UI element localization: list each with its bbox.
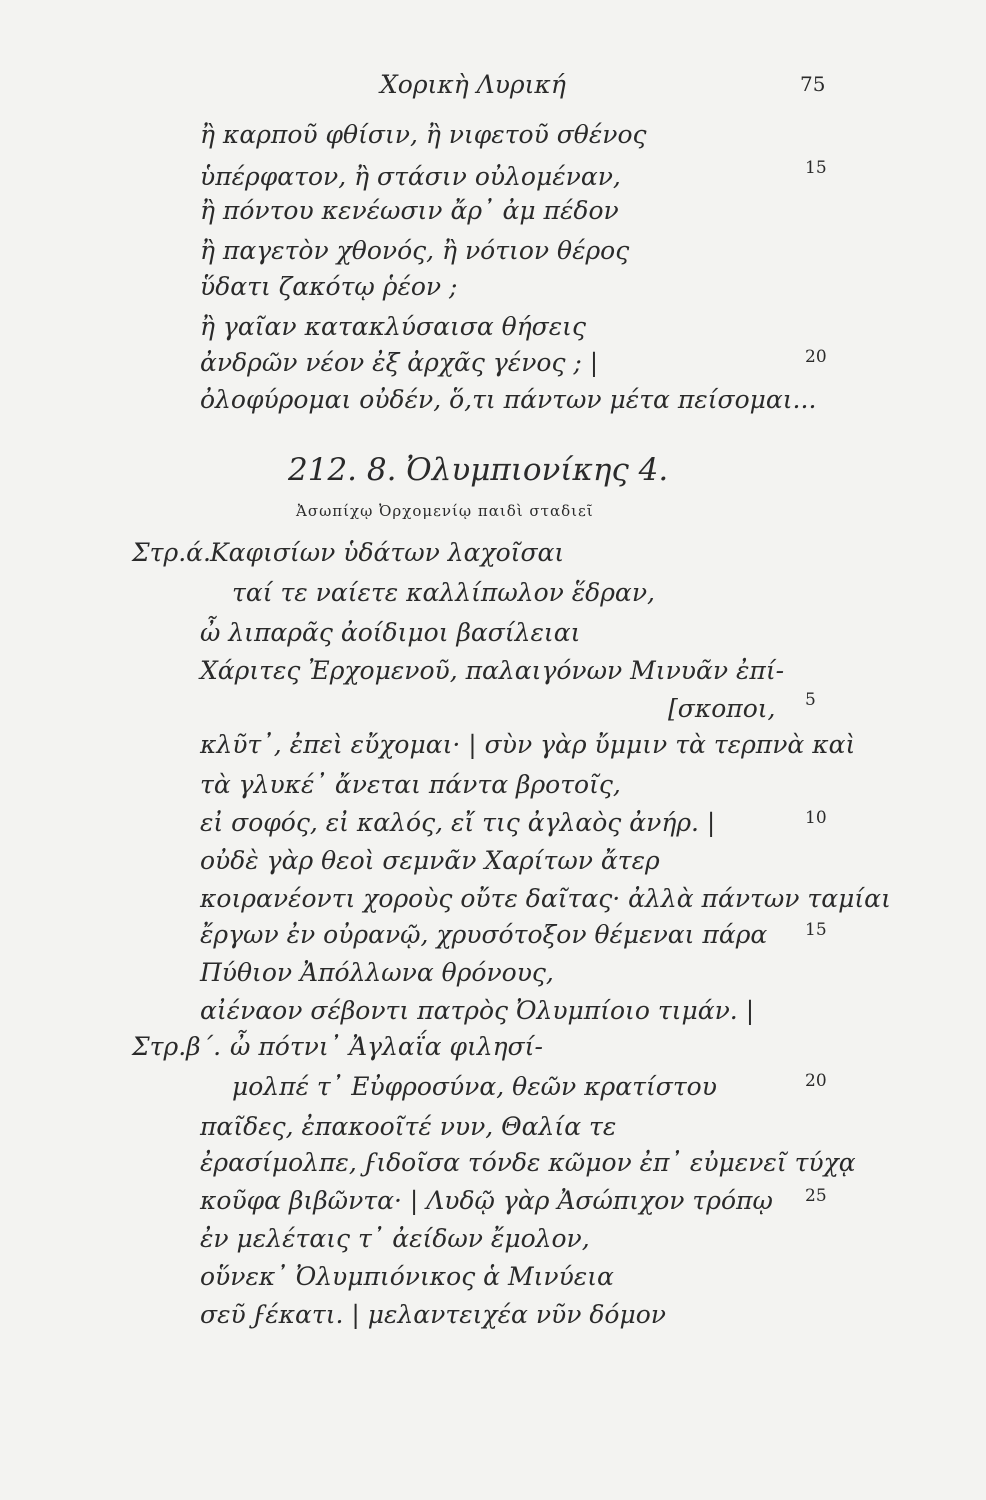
verse-line: ἔργων ἐν οὐρανῷ, χρυσότοξον θέμεναι πάρα: [200, 920, 768, 949]
line-number: 20: [805, 1071, 827, 1091]
verse-line: ὕδατι ζακότῳ ῥέον ;: [200, 272, 458, 301]
verse-line: Πύθιον Ἀπόλλωνα θρόνους,: [200, 958, 554, 987]
line-number: 15: [805, 158, 827, 178]
running-header: Χορικὴ Λυρική: [380, 70, 566, 99]
verse-line: κοιρανέοντι χοροὺς οὔτε δαῖτας· ἀλλὰ πάντων ταμίαι: [200, 884, 891, 913]
verse-line: ἐν μελέταις τ᾿ ἀείδων ἔμολον,: [200, 1224, 590, 1253]
verse-line: ἀνδρῶν νέον ἐξ ἀρχᾶς γένος ; |: [200, 348, 599, 377]
verse-line: ἢ γαῖαν κατακλύσαισα θήσεις: [200, 312, 586, 341]
verse-line: ἢ καρποῦ φθίσιν, ἢ νιφετοῦ σθένος: [200, 120, 647, 149]
verse-line: παῖδες, ἐπακοοῖτέ νυν, Θαλία τε: [200, 1112, 617, 1141]
strophe-label: Στρ.β΄.: [132, 1032, 222, 1061]
verse-line: τὰ γλυκέ᾿ ἄνεται πάντα βροτοῖς,: [200, 770, 621, 799]
line-number: 25: [805, 1186, 827, 1206]
verse-line: κοῦφα βιβῶντα· | Λυδῷ γὰρ Ἀσώπιχον τρόπῳ: [200, 1186, 773, 1215]
verse-line: οὐδὲ γὰρ θεοὶ σεμνᾶν Χαρίτων ἄτερ: [200, 846, 660, 875]
line-number: 5: [805, 690, 816, 710]
verse-line: ἐρασίμολπε, ϝιδοῖσα τόνδε κῶμον ἐπ᾿ εὐμενεῖ τύχᾳ: [200, 1148, 856, 1177]
verse-line: ὦ λιπαρᾶς ἀοίδιμοι βασίλειαι: [200, 618, 581, 647]
verse-line: αἰέναον σέβοντι πατρὸς Ὀλυμπίοιο τιμάν. |: [200, 996, 755, 1025]
line-number: 15: [805, 920, 827, 940]
verse-line: οὕνεκ᾿ Ὀλυμπιόνικος ἁ Μινύεια: [200, 1262, 614, 1291]
verse-line: εἰ σοφός, εἰ καλός, εἴ τις ἀγλαὸς ἀνήρ. |: [200, 808, 716, 837]
verse-line: ἢ παγετὸν χθονός, ἢ νότιον θέρος: [200, 236, 630, 265]
verse-line: ταί τε ναίετε καλλίπωλον ἕδραν,: [232, 578, 655, 607]
verse-line: ἢ πόντου κενέωσιν ἄρ᾿ ἀμ πέδον: [200, 196, 619, 225]
verse-line: ὑπέρφατον, ἢ στάσιν οὐλομέναν,: [200, 162, 621, 191]
verse-line: μολπέ τ᾿ Εὐφροσύνα, θεῶν κρατίστου: [232, 1072, 717, 1101]
verse-line: κλῦτ᾿, ἐπεὶ εὔχομαι· | σὺν γὰρ ὔμμιν τὰ τερπνὰ καὶ: [200, 730, 856, 759]
strophe-label: Στρ.ά.: [132, 538, 211, 567]
verse-line: ὀλοφύρομαι οὐδέν, ὅ,τι πάντων μέτα πείσομαι...: [200, 385, 817, 414]
verse-line: σεῦ ϝέκατι. | μελαντειχέα νῦν δόμον: [200, 1300, 666, 1329]
line-number: 20: [805, 347, 827, 367]
verse-line: Χάριτες Ἐρχομενοῦ, παλαιγόνων Μινυᾶν ἐπί-: [200, 656, 785, 685]
verse-line: ὦ πότνι᾿ Ἀγλαΐα φιλησί-: [230, 1032, 543, 1061]
line-number: 10: [805, 808, 827, 828]
verse-line: Καφισίων ὑδάτων λαχοῖσαι: [210, 538, 565, 567]
page-number: 75: [800, 72, 826, 96]
verse-line-continuation: [σκοποι,: [668, 694, 776, 723]
poem-dedication: Ἀσωπίχῳ Ὀρχομενίῳ παιδὶ σταδιεῖ: [296, 502, 594, 520]
poem-title: 212. 8. Ὀλυμπιονίκης 4.: [288, 452, 669, 488]
